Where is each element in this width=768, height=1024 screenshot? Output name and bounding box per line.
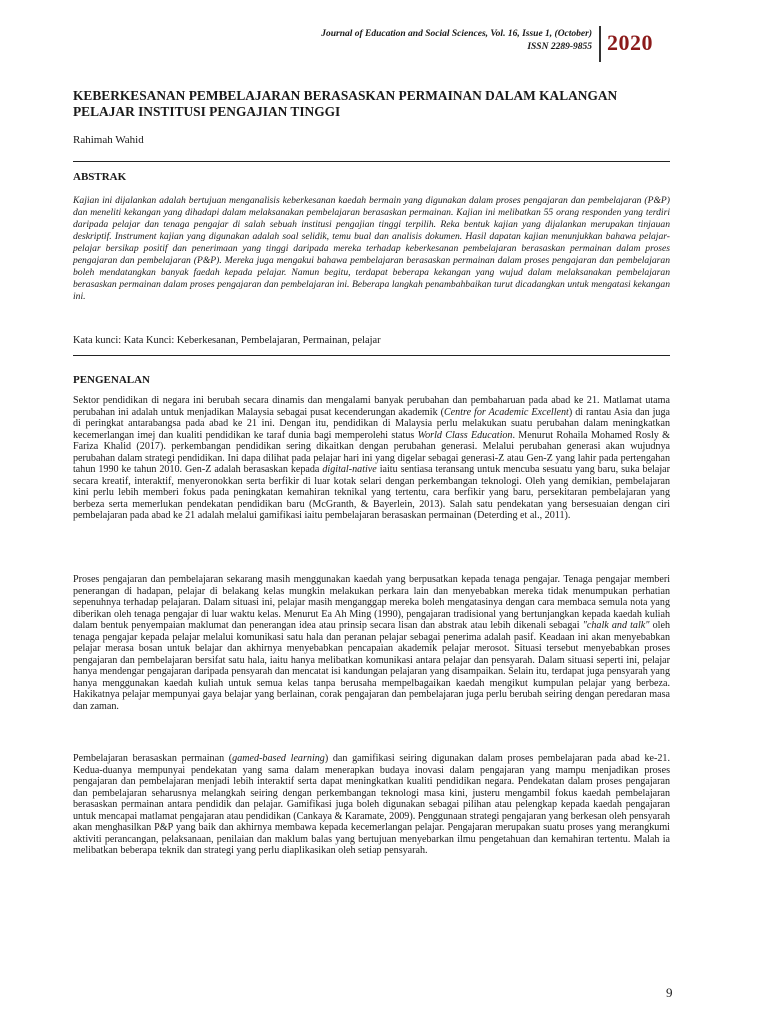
issue-year: 2020	[607, 30, 653, 55]
p3-text-a: Pembelajaran berasaskan permainan (	[73, 753, 233, 764]
p1-text-e: . Menurut Rohaila Mohamed Rosly & Fariza Khalid (2017). perkembangan pendidikan sering dikaitkan dengan perubahan generasi. Melalui perubahan generasi akan wujudnya perubahan dalam strategi pendidikan. Ini dapa dilihat pada pelajar hari ini yang digelar sebagai generasi-Z atau Gen-Z yang lahir pada pertengahan tahun 1990 ke tahun 2010. Gen-Z adalah berasaskan kepada	[73, 429, 670, 476]
p1-term-centre-for-academic-excellent: Centre for Academic Excellent	[443, 406, 569, 418]
p1-text-c: ) di rantau Asia dan juga di peringkat antarabangsa pada abad ke 21 ini. Dengan itu, pendidikan di Malaysia perlu melakukan suatu perubahan dalam meningkatkan kecemerlangan imej dan kualiti pendidikan ke taraf dunia bagi memperolehi status	[73, 406, 670, 441]
p3-text-c: ) dan gamifikasi seiring digunakan dalam proses pembelajaran pada abad ke-21. Kedua-duanya mempunyai pendekatan yang sama dalam menerapkan budaya inovasi dalam pengajaran yang mampu menjadikan proses pengajaran dan pembelajaran menjadi lebih interaktif serta dapat meningkatkan kualiti pendidikan negara. Pendekatan dalam proses pengajaran dan pembelajaran seharusnya melangkah seiring dengan perkembangan teknologi masa kini, justeru mengambil fokus kaedah pembelajaran berasaskan permainan antara pendidik dan pelajar. Gamifikasi juga boleh digunakan sebagai pilihan atau pelengkap kepada kaedah pengajaran untuk mencapai matlamat pengajaran atau pendidikan (Cankaya & Karamate, 2009). Penggunaan strategi pengajaran yang berkesan oleh pensyarah akan menghasilkan P&P yang baik dan akhirnya membawa kepada kecemerlangan pelajar. Pengajaran merupakan suatu proses yang merangkumi aktiviti perancangan, pelaksanaan, penilaian dan maklum balas yang bertujuan menyebarkan ilmu pengetahuan dan kemahiran tertentu. Malah ia melibatkan beberapa teknik dan strategi yang perlu diaplikasikan oleh setiap pensyarah.	[73, 753, 670, 857]
keywords: Kata kunci: Kata Kunci: Keberkesanan, Pembelajaran, Permainan, pelajar	[73, 335, 381, 346]
abstract-heading: ABSTRAK	[73, 171, 127, 183]
intro-paragraph-1	[73, 395, 670, 522]
p3-term-gamed-based-learning: gamed-based learning	[232, 753, 325, 764]
page-number: 9	[666, 985, 673, 1000]
p2-text-c: oleh tenaga pengajar kepada pelajar melalui komunikasi satu hala dan peranan pelajar sebagai penerima adalah pasif. Keadaan ini akan menyebabkan pelajar merasa bosan untuk belajar dan akhirnya menyebabkan pencapaian akademik pelajar merosot. Situasi tersebut menyebabkan proses pengajaran dan pembelajaran bersifat satu hala, iaitu hanya melibatkan komunikasi antara pelajar dan pensyarah. Dalam situasi seperti ini, pelajar hanya mendengar pengajaran daripada pensyarah dan mencatat isi kandungan pelajaran yang disampaikan. Selain itu, terdapat juga pensyarah yang hanya menggunakan kaedah kuliah untuk semua kelas tanpa berusaha mempelbagaikan kaedah mengikut kumpulan pelajar yang berbeza. Hakikatnya pelajar mempunyai gaya belajar yang berlainan, corak pengajaran dan pembelajaran juga perlu berubah seiring dengan peredaran masa dan zaman.	[73, 620, 670, 713]
abstract-body: Kajian ini dijalankan adalah bertujuan menganalisis keberkesanan kaedah bermain yang digunakan dalam proses pengajaran dan pembelajaran (P&P) dan meneliti kekangan yang dihadapi dalam melaksanakan pembelajaran berasaskan permainan. Kajian ini melibatkan 55 orang responden yang terdiri daripada pelajar dan tenaga pengajar di salah sebuah institusi pengajian tinggi terpilih. Reka bentuk kajian yang dijalankan merupakan tinjauan deskriptif. Instrument kajian yang digunakan adalah soal selidik, temu bual dan analisis dokumen. Hasil dapatan kajian menunjukkan bahawa pelajar-pelajar bersikap positif dan penerimaan yang tinggi daripada mereka terhadap keberkesanan pembelajaran berasaskan permainan dalam proses pengajaran dan pembelajaran (P&P). Mereka juga mengakui bahawa pembelajaran berasaskan permainan dalam proses pengajaran dan pembelajaran boleh mendatangkan banyak faedah kepada pelajar. Namun begitu, terdapat beberapa kekangan yang wujud dalam melaksanakan pembelajaran berasaskan permainan dalam proses pengajaran dan pembelajaran ini. Beberapa langkah penambahbaikan turut dicadangkan untuk mengatasi kekangan ini.	[73, 195, 670, 303]
intro-paragraph-3	[73, 753, 670, 857]
journal-header	[321, 28, 592, 54]
divider-top	[73, 161, 670, 162]
p1-term-digital-native: digital-native	[322, 464, 377, 476]
intro-paragraph-2	[73, 574, 670, 713]
p1-text-g: iaitu sentiasa teransang untuk mencuba sesuatu yang baru, suka belajar secara kreatif, interaktif, menyeronokkan serta berfikir di luar kotak selari dengan perkembangan teknologi. Oleh yang demikian, pembelajaran kini perlu lebih memberi fokus pada peningkatan kemahiran teknikal yang tertentu, cara berfikir yang baru, persekitaran pembelajaran yang berbeza serta memerlukan pendekatan pendidikan baru (McGranth, & Bayerlein, 2013). Salah satu pendekatan yang bersesuaian dengan ciri pembelajaran pada abad ke 21 adalah melalui gamifikasi iaitu pembelajaran berasaskan permainan (Deterding et al., 2011).	[73, 464, 671, 522]
intro-heading: PENGENALAN	[73, 374, 151, 386]
paper-title: KEBERKESANAN PEMBELAJARAN BERASASKAN PERMAINAN DALAM KALANGAN PELAJAR INSTITUSI PENGAJIAN TINGGI	[73, 88, 618, 119]
author: Rahimah Wahid	[73, 134, 144, 146]
header-divider	[599, 26, 601, 62]
p2-term-chalk-and-talk: "chalk and talk"	[582, 620, 650, 632]
p1-term-world-class-education: World Class Education	[417, 429, 513, 441]
divider-bottom	[73, 355, 670, 356]
p1-text-a: Sektor pendidikan di negara ini berubah secara dinamis dan mengalami banyak perubahan dan pembaharuan pada abad ke 21. Matlamat utama perubahan ini adalah untuk menjadikan Malaysia sebagai pusat kecenderungan akademik (	[73, 395, 670, 418]
issn: ISSN 2289-9855	[527, 42, 592, 52]
p2-text-a: Proses pengajaran dan pembelajaran sekarang masih menggunakan kaedah yang berpusatkan kepada tenaga pengajar. Tenaga pengajar memberi penerangan di hadapan, pelajar di belakang kelas mungkin melakukan perkara lain dan menyebabkan mereka tidak menumpukan perhatian sepenuhnya terhadap pelajaran. Dalam situasi ini, pelajar masih menganggap mereka boleh mengatasinya dengan cara membaca semula nota yang diberikan oleh tenaga pengajar di luar waktu kelas. Menurut Ea Ah Ming (1990), pengajaran tradisional yang bertunjangkan kepada kaedah kuliah dalam bentuk penyempaian maklumat dan penerangan idea atau prinsip secara lisan dan abstrak atau lebih dikenali sebagai	[73, 574, 670, 632]
journal-line: Journal of Education and Social Sciences, Vol. 16, Issue 1, (October)	[321, 29, 592, 39]
